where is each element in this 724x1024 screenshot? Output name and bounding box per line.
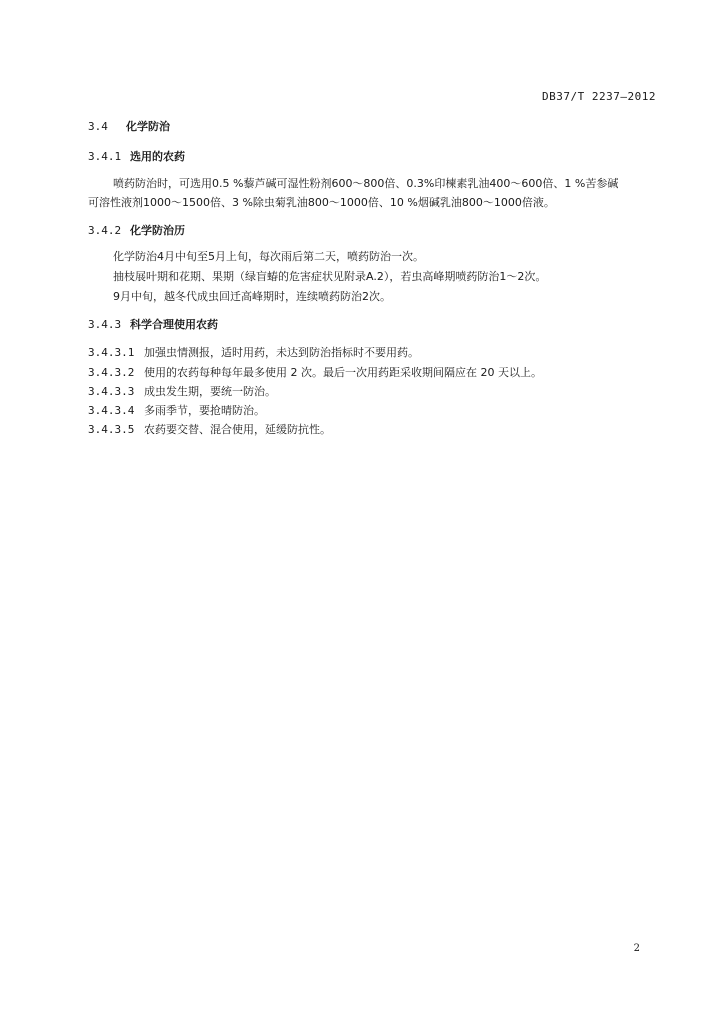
section-title: 科学合理使用农药 (130, 318, 218, 331)
section-number: 3.4.2 (88, 224, 122, 237)
paragraph-line: 化学防治4月中旬至5月上旬，每次雨后第二天，喷药防治一次。 (113, 250, 424, 263)
item-text: 使用的农药每种每年最多使用 2 次。最后一次用药距采收期间隔应在 20 天以上。 (144, 366, 542, 379)
item-number: 3.4.3.3 (88, 385, 135, 398)
item-number: 3.4.3.1 (88, 346, 135, 359)
paragraph-line: 抽枝展叶期和花期、果期（绿盲蝽的危害症状见附录A.2），若虫高峰期喷药防治1～2次。 (113, 270, 547, 283)
section-number: 3.4.1 (88, 150, 122, 163)
section-number: 3.4 (88, 120, 108, 133)
item-number: 3.4.3.2 (88, 366, 135, 379)
item-number: 3.4.3.4 (88, 404, 135, 417)
paragraph-line: 9月中旬，越冬代成虫回迁高峰期时，连续喷药防治2次。 (113, 290, 391, 303)
list-item (88, 385, 276, 399)
list-item (88, 423, 331, 437)
paragraph-line: 喷药防治时，可选用0.5 %藜芦碱可湿性粉剂600～800倍、0.3%印楝素乳油400～600倍、1 %苦参碱 (113, 177, 619, 190)
section-title: 选用的农药 (130, 150, 185, 163)
item-text: 加强虫情测报，适时用药，未达到防治指标时不要用药。 (144, 346, 419, 359)
section-heading-3-4-3 (88, 318, 218, 332)
section-number: 3.4.3 (88, 318, 122, 331)
item-text: 农药要交替、混合使用，延缓防抗性。 (144, 423, 331, 436)
section-title: 化学防治历 (130, 224, 185, 237)
item-text: 成虫发生期，要统一防治。 (144, 385, 276, 398)
section-heading-3-4-1 (88, 150, 185, 164)
section-heading-3-4-2 (88, 224, 185, 238)
list-item (88, 346, 419, 360)
item-number: 3.4.3.5 (88, 423, 135, 436)
page-number: 2 (633, 943, 640, 954)
section-title: 化学防治 (126, 120, 170, 133)
list-item (88, 404, 265, 418)
paragraph-line: 可溶性液剂1000～1500倍、3 %除虫菊乳油800～1000倍、10 %烟碱乳油800～1000倍液。 (88, 196, 555, 209)
section-heading-3-4 (88, 120, 170, 134)
list-item (88, 366, 542, 380)
item-text: 多雨季节，要抢晴防治。 (144, 404, 265, 417)
document-code: DB37/T 2237—2012 (542, 90, 656, 103)
